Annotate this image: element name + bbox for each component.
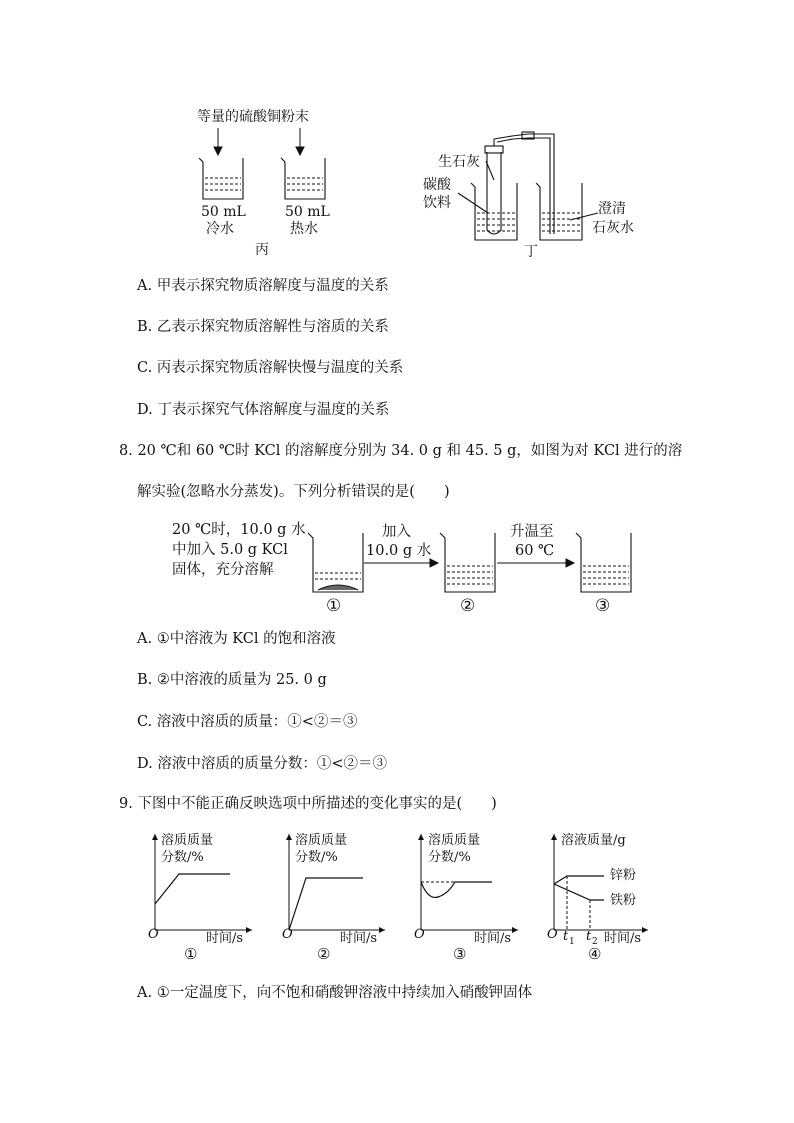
q7-option-b: B. 乙表示探究物质溶解性与溶质的关系: [137, 319, 389, 335]
soda-label-2: 饮料: [423, 195, 451, 211]
graph4-xlabel: 时间/s: [604, 931, 642, 946]
q9-option-a: A. ①一定温度下，向不饱和硝酸钾溶液中持续加入硝酸钾固体: [137, 985, 533, 1001]
arrow2-label-1: 升温至: [510, 524, 554, 540]
copper-sulfate-label: 等量的硫酸铜粉末: [197, 109, 309, 125]
arrow1-label-1: 加入: [382, 524, 411, 540]
q7-option-a: A. 甲表示探究物质溶解度与温度的关系: [137, 278, 389, 294]
graph1-origin: O: [148, 927, 159, 942]
beaker-mark-1: ①: [326, 596, 342, 616]
q7-option-d: D. 丁表示探究气体溶解度与温度的关系: [137, 402, 390, 418]
graph-4: [547, 832, 648, 963]
graph4-mark: ④: [588, 945, 602, 963]
q8-intro-2: 中加入 5.0 g KCl: [172, 542, 288, 558]
arrow-heat: [497, 559, 574, 567]
beaker1-liquid: 冷水: [206, 221, 234, 237]
quicklime-label: 生石灰: [438, 154, 480, 170]
apparatus-ding: [458, 132, 598, 240]
beaker-mark-2: ②: [460, 596, 476, 616]
q8-option-d: D. 溶液中溶质的质量分数：①<②＝③: [137, 756, 387, 772]
beaker-3: [576, 533, 631, 592]
figure-q8: [0, 510, 794, 620]
q8-option-c: C. 溶液中溶质的质量：①<②＝③: [137, 714, 358, 730]
q8-intro-3: 固体，充分溶解: [172, 562, 274, 578]
figure-name-bing: 丙: [255, 242, 269, 258]
graph-1: [148, 832, 252, 963]
down-arrow-2: [296, 128, 304, 155]
beaker-hot-water: [281, 158, 325, 199]
arrow2-label-2: 60 ℃: [515, 543, 555, 559]
graph2-origin: O: [282, 927, 293, 942]
graph3-ylabel-2: 分数/%: [428, 850, 471, 865]
graph4-tick-2: 2: [592, 937, 598, 947]
figure-bing-ding: [0, 0, 794, 270]
graph4-ylabel: 溶液质量/g: [561, 833, 626, 848]
q8-option-b: B. ②中溶液的质量为 25. 0 g: [137, 672, 327, 688]
graph2-xlabel: 时间/s: [340, 931, 378, 946]
graph2-ylabel-2: 分数/%: [295, 850, 338, 865]
graph3-ylabel-1: 溶质质量: [428, 833, 481, 848]
graph1-ylabel-1: 溶质质量: [161, 833, 214, 848]
down-arrow-1: [214, 128, 222, 155]
graph1-mark: ①: [184, 945, 198, 963]
beaker2-liquid: 热水: [290, 221, 318, 237]
graph-2: [282, 832, 385, 963]
figure-name-ding: 丁: [524, 244, 538, 260]
q9-stem: 9. 下图中不能正确反映选项中所描述的变化事实的是( ): [119, 796, 497, 812]
arrow1-label-2: 10.0 g 水: [366, 543, 432, 559]
graph4-tick-t2: t: [586, 929, 592, 944]
graph2-ylabel-1: 溶质质量: [295, 833, 348, 848]
graph4-tick-1: 1: [569, 937, 575, 947]
graph4-tick-t: t: [563, 929, 569, 944]
beaker-cold-water: [199, 158, 243, 199]
q8-option-a: A. ①中溶液为 KCl 的饱和溶液: [137, 631, 336, 647]
graph3-mark: ③: [453, 945, 467, 963]
graph4-series-iron: 铁粉: [610, 893, 637, 908]
q7-option-c: C. 丙表示探究物质溶解快慢与温度的关系: [137, 360, 404, 376]
graph4-series-zinc: 锌粉: [610, 868, 637, 883]
q8-stem-line1: 8. 20 ℃和 60 ℃时 KCl 的溶解度分别为 34. 0 g 和 45. 5 g，如图为对 KCl 进行的溶: [119, 443, 683, 459]
graph3-xlabel: 时间/s: [474, 931, 512, 946]
beaker-2: [440, 533, 495, 592]
graph1-ylabel-2: 分数/%: [161, 850, 204, 865]
soda-label-1: 碳酸: [423, 177, 451, 193]
graph1-xlabel: 时间/s: [206, 931, 244, 946]
graph-3: [414, 832, 518, 963]
graph4-origin: O: [547, 927, 558, 942]
beaker-mark-3: ③: [595, 596, 611, 616]
q8-stem-line2: 解实验(忽略水分蒸发)。下列分析错误的是( ): [137, 484, 450, 500]
limewater-label-2: 石灰水: [592, 220, 634, 236]
q8-intro-1: 20 ℃时，10.0 g 水: [172, 522, 306, 538]
beaker-1: [308, 533, 363, 592]
graph2-mark: ②: [317, 945, 331, 963]
figure-q9-graphs: [0, 826, 794, 966]
graph3-origin: O: [414, 927, 425, 942]
beaker2-volume: 50 mL: [285, 204, 330, 220]
limewater-label-1: 澄清: [598, 201, 626, 217]
arrow-add-water: [364, 559, 438, 567]
beaker1-volume: 50 mL: [201, 204, 246, 220]
